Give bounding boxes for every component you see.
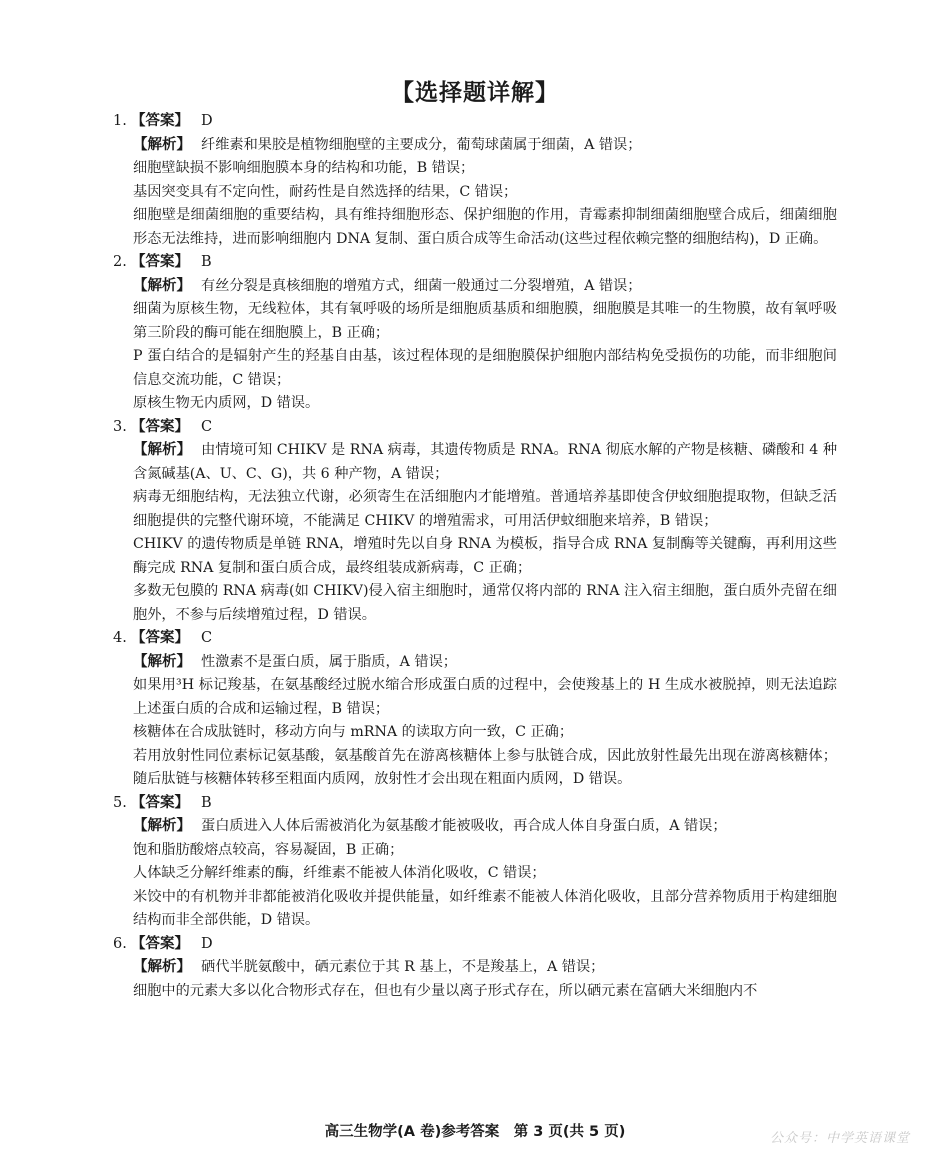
analysis-text: 纤维素和果胶是植物细胞壁的主要成分，葡萄球菌属于细菌，A 错误；: [201, 136, 642, 153]
question-block: [113, 933, 837, 1004]
answer-line: [113, 933, 837, 957]
question-block: [113, 110, 837, 251]
answer-line: [113, 792, 837, 816]
analysis-text: 病毒无细胞结构，无法独立代谢，必须寄生在活细胞内才能增殖。普通培养基即使含伊蚊细胞提取物，但缺乏活细胞提供的完整代谢环境，不能满足 CHIKV 的增殖需求，可用活伊蚊细胞来培养，B 错误；: [133, 489, 837, 529]
analysis-paragraph: [133, 580, 837, 627]
question-block: [113, 792, 837, 933]
analysis-text: 硒代半胱氨酸中，硒元素位于其 R 基上，不是羧基上，A 错误；: [201, 959, 605, 975]
answer-tag: 【答案】: [131, 254, 189, 270]
answer-list: [113, 110, 837, 1003]
analysis-paragraph-first: [133, 956, 837, 980]
answer-tag: 【答案】: [131, 630, 189, 646]
analysis-paragraph: [133, 862, 837, 886]
analysis-paragraph-first: [133, 439, 837, 486]
answer-line: [113, 627, 837, 651]
analysis-paragraph: [133, 157, 837, 181]
analysis-text: 米饺中的有机物并非都能被消化吸收并提供能量，如纤维素不能被人体消化吸收，且部分营养物质用于构建细胞结构而非全部供能，D 错误。: [133, 888, 837, 928]
analysis-tag: 【解析】: [133, 959, 191, 975]
answer-tag: 【答案】: [131, 935, 189, 952]
answer-value: C: [201, 418, 213, 435]
analysis-paragraph: [133, 392, 837, 416]
analysis-text: 多数无包膜的 RNA 病毒(如 CHIKV)侵入宿主细胞时，通常仅将内部的 RNA 注入宿主细胞，蛋白质外壳留在细胞外，不参与后续增殖过程，D 错误。: [133, 583, 837, 623]
answer-line: [113, 110, 837, 134]
analysis-text: 细胞壁是细菌细胞的重要结构，具有维持细胞形态、保护细胞的作用，青霉素抑制细菌细胞壁合成后，细菌细胞形态无法维持，进而影响细胞内 DNA 复制、蛋白质合成等生命活动(这些过程依赖完整的细胞结构)，D 正确。: [133, 207, 837, 247]
analysis-tag: 【解析】: [133, 277, 191, 294]
watermark: 公众号：中学英语课堂: [769, 1131, 910, 1146]
answer-value: B: [201, 254, 212, 270]
analysis-text: 核糖体在合成肽链时，移动方向与 mRNA 的读取方向一致，C 正确；: [133, 724, 574, 740]
analysis-paragraph: [133, 839, 837, 863]
analysis-text: 由情境可知 CHIKV 是 RNA 病毒，其遗传物质是 RNA。RNA 彻底水解的产物是核糖、磷酸和 4 种含氮碱基(A、U、C、G)，共 6 种产物，A 错误；: [133, 442, 838, 482]
question-block: [113, 416, 837, 628]
question-number: 4.: [113, 630, 127, 646]
page-title: 【选择题详解】: [391, 80, 559, 106]
question-number: 6.: [113, 935, 127, 952]
analysis-tag: 【解析】: [133, 442, 192, 458]
analysis-text: 蛋白质进入人体后需被消化为氨基酸才能被吸收，再合成人体自身蛋白质，A 错误；: [201, 818, 727, 834]
answer-value: D: [201, 113, 213, 129]
question-block: [113, 627, 837, 792]
analysis-text: CHIKV 的遗传物质是单链 RNA，增殖时先以自身 RNA 为模板，指导合成 RNA 复制酶等关键酶，再利用这些酶完成 RNA 复制和蛋白质合成，最终组装成新病毒，C 正确；: [133, 536, 837, 576]
answer-value: C: [201, 630, 213, 646]
analysis-text: 有丝分裂是真核细胞的增殖方式，细菌一般通过二分裂增殖，A 错误；: [201, 277, 642, 294]
page-footer: 高三生物学(A 卷)参考答案 第 3 页(共 5 页): [324, 1124, 626, 1140]
analysis-text: 如果用³H 标记羧基，在氨基酸经过脱水缩合形成蛋白质的过程中，会使羧基上的 H 生成水被脱掉，则无法追踪上述蛋白质的合成和运输过程，B 错误；: [133, 677, 837, 717]
analysis-text: 若用放射性同位素标记氨基酸，氨基酸首先在游离核糖体上参与肽链合成，因此放射性最先出现在游离核糖体；随后肽链与核糖体转移至粗面内质网，放射性才会出现在粗面内质网，D 错误。: [133, 747, 837, 787]
analysis-text: 细胞壁缺损不影响细胞膜本身的结构和功能，B 错误；: [133, 160, 475, 176]
analysis-paragraph: [133, 345, 837, 392]
answer-tag: 【答案】: [131, 794, 189, 811]
analysis-paragraph-first: [133, 651, 837, 675]
question-number: 5.: [113, 794, 127, 811]
analysis-paragraph-first: [133, 134, 837, 158]
analysis-text: 原核生物无内质网，D 错误。: [133, 395, 320, 411]
analysis-tag: 【解析】: [133, 818, 191, 834]
answer-value: D: [201, 935, 213, 952]
analysis-paragraph: [133, 204, 837, 251]
analysis-paragraph-first: [133, 815, 837, 839]
question-number: 1.: [113, 113, 127, 129]
answer-line: [113, 416, 837, 440]
analysis-paragraph: [133, 721, 837, 745]
analysis-paragraph: [133, 745, 837, 792]
question-number: 2.: [113, 254, 127, 270]
answer-value: B: [201, 794, 212, 811]
analysis-paragraph: [133, 980, 837, 1004]
analysis-text: 性激素不是蛋白质，属于脂质，A 错误；: [201, 653, 457, 670]
answer-tag: 【答案】: [131, 418, 189, 435]
analysis-text: 细菌为原核生物，无线粒体，其有氧呼吸的场所是细胞质基质和细胞膜，细胞膜是其唯一的生物膜，故有氧呼吸第三阶段的酶可能在细胞膜上，B 正确；: [133, 301, 837, 341]
analysis-paragraph-first: [133, 275, 837, 299]
analysis-paragraph: [133, 181, 837, 205]
analysis-text: 人体缺乏分解纤维素的酶，纤维素不能被人体消化吸收，C 错误；: [133, 865, 546, 881]
answer-line: [113, 251, 837, 275]
analysis-paragraph: [133, 486, 837, 533]
question-number: 3.: [113, 418, 127, 435]
analysis-text: P 蛋白结合的是辐射产生的羟基自由基，该过程体现的是细胞膜保护细胞内部结构免受损伤的功能，而非细胞间信息交流功能，C 错误；: [133, 348, 837, 388]
question-block: [113, 251, 837, 416]
analysis-paragraph: [133, 298, 837, 345]
analysis-tag: 【解析】: [133, 653, 191, 670]
analysis-tag: 【解析】: [133, 136, 191, 153]
analysis-text: 基因突变具有不定向性，耐药性是自然选择的结果，C 错误；: [133, 183, 518, 200]
analysis-text: 细胞中的元素大多以化合物形式存在，但也有少量以离子形式存在，所以硒元素在富硒大米细胞内不: [133, 982, 758, 999]
analysis-paragraph: [133, 886, 837, 933]
analysis-text: 饱和脂肪酸熔点较高，容易凝固，B 正确；: [133, 841, 404, 858]
answer-tag: 【答案】: [131, 113, 189, 129]
analysis-paragraph: [133, 674, 837, 721]
analysis-paragraph: [133, 533, 837, 580]
